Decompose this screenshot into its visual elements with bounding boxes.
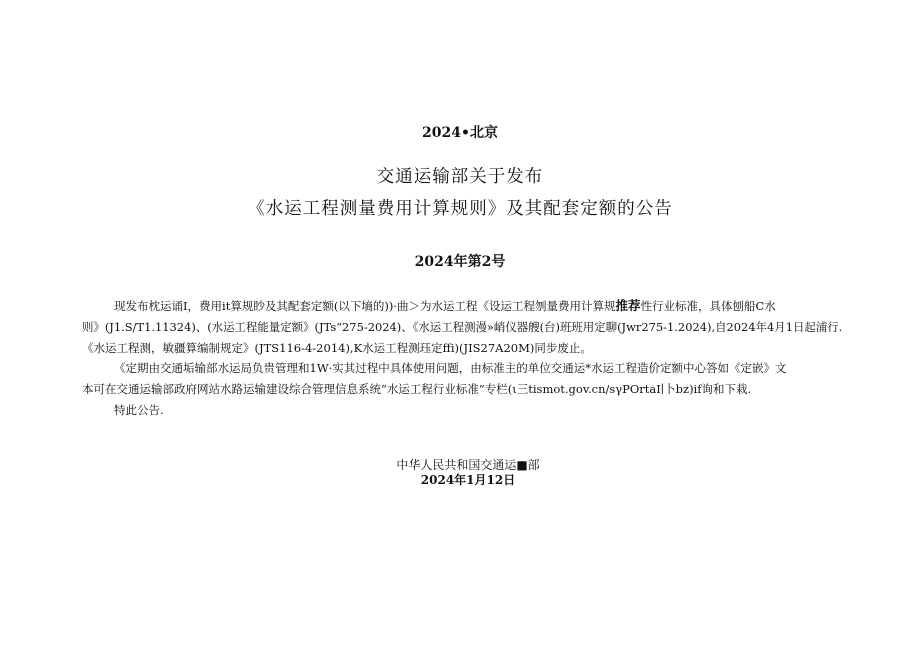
closing-line: 特此公告. — [114, 403, 164, 417]
document-number: 2024年第2号 — [414, 254, 506, 270]
announcement-title-line1: 交通运输部关于发布 — [376, 167, 544, 187]
place-year-header: 2024•北京 — [422, 125, 498, 141]
paragraph-1-line-1 — [82, 295, 842, 317]
issuing-organization: 中华人民共和国交通运■部 — [396, 458, 540, 472]
issue-date: 2024年1月12日 — [420, 473, 516, 487]
paragraph-1-line-1-post: 性行业标准，具体刨船C水 — [640, 299, 776, 313]
body-paragraph-1 — [82, 295, 842, 359]
body-paragraph-3 — [82, 400, 842, 421]
paragraph-1-line-1-pre: 现发布枕运诵I，费用it算规眇及其配套定额(以下墒的))·曲＞为水运工程《设运工程刎量费用计算规 — [114, 299, 616, 313]
paragraph-1-line-2: 则》(J1.S/T1.11324)、(水运工程能量定额》(JTs“275-2024)、《水运工程测漫»峭仪器艘(台)班班用定聊(Jwr275-1.2024),自2024年4月1日起浦行. — [82, 320, 843, 334]
paragraph-1-line-3: 《水运工程测，敏疆算编制规定》(JTS116-4-2014),K水运工程测珏定ffi)(JIS27A20M)同步废止。 — [82, 341, 592, 355]
paragraph-2-line-2: 本可在交通运输部政府网站水路运输建设综合管理信息系统“水运工程行业标准”专栏(ι三tismot.gov.cn/sγPOrtaI∣卜bz)if询和下栽. — [82, 382, 752, 396]
paragraph-2-line-1: 《定期由交通垢输部水运局负贵管理和1W·实其过程中具体使用问题，由标准主的单位交通运*水运工程造价定额中心答如《定嵌》文 — [114, 361, 787, 375]
recommended-stamp-text: 推荐 — [615, 298, 641, 313]
announcement-title-line2: 《水运工程测量费用计算规则》及其配套定额的公告 — [247, 199, 673, 219]
body-paragraph-2 — [82, 358, 842, 400]
